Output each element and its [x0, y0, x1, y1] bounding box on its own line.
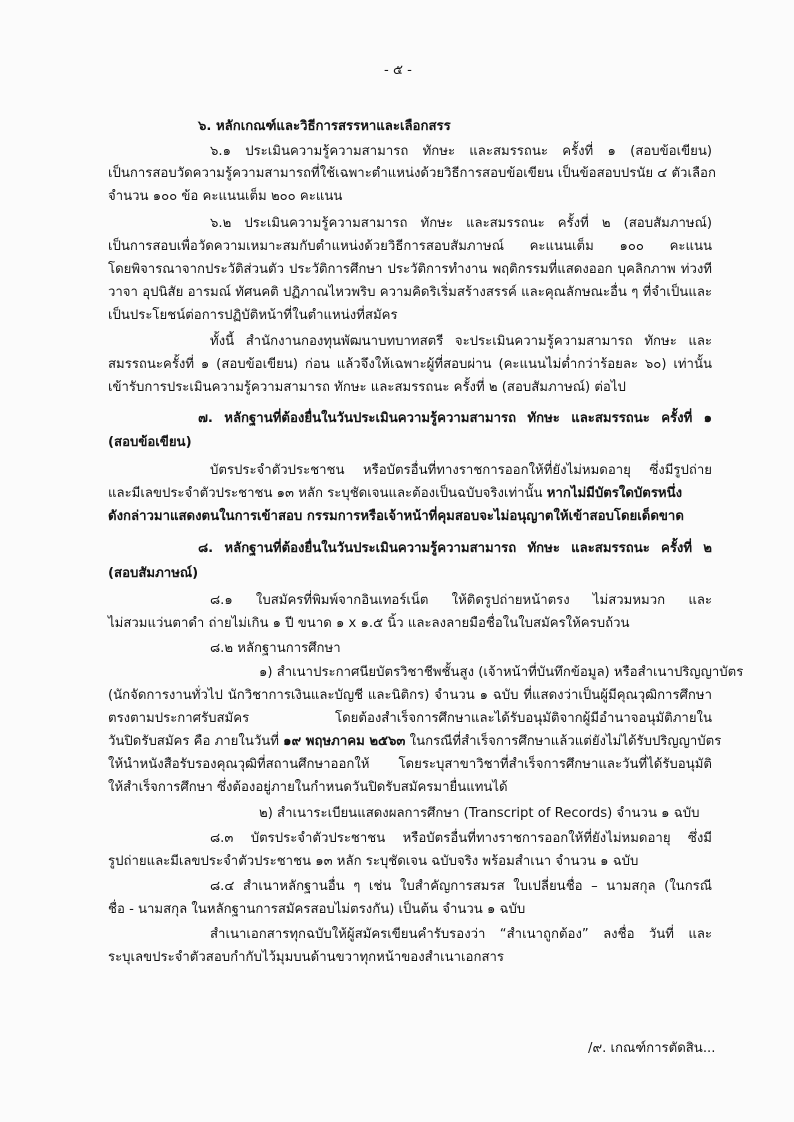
section-8-2-title: ๘.๒ หลักฐานการศึกษา [210, 641, 341, 656]
section-8-1-line-1: ๘.๑ ใบสมัครที่พิมพ์จากอินเทอร์เน็ต ให้ติดรูปถ่ายหน้าตรง ไม่สวมหมวก และ [210, 593, 712, 608]
section-8-2-1-line-6: ให้สำเร็จการศึกษา ซึ่งต้องอยู่ภายในกำหนดวันปิดรับสมัครมายื่นแทนได้ [108, 780, 508, 795]
section-7-body-line-2-text: และมีเลขประจำตัวประชาชน ๑๓ หลัก ระบุชัดเจนและต้องเป็นฉบับจริงเท่านั้น [108, 486, 547, 501]
section-8-2-1-line-2: (นักจัดการงานทั่วไป นักวิชาการเงินและบัญชี และนิติกร) จำนวน ๑ ฉบับ ที่แสดงว่าเป็นผู้มีคุณวุฒิการศึกษา [108, 688, 712, 703]
section-8-certify-line-2: ระบุเลขประจำตัวสอบกำกับไว้มุมบนด้านขวาทุกหน้าของสำเนาเอกสาร [108, 950, 504, 965]
section-7-warning-line: ดังกล่าวมาแสดงตนในการเข้าสอบ กรรมการหรือเจ้าหน้าที่คุมสอบจะไม่อนุญาตให้เข้าสอบโดยเด็ดขาด [108, 509, 684, 524]
deadline-date: ๑๙ พฤษภาคม ๒๕๖๓ [283, 734, 406, 749]
section-7-heading-line-2: (สอบข้อเขียน) [108, 435, 192, 450]
section-8-heading-line-2: (สอบสัมภาษณ์) [108, 566, 199, 581]
section-7-body-line-1: บัตรประจำตัวประชาชน หรือบัตรอื่นที่ทางราชการออกให้ที่ยังไม่หมดอายุ ซึ่งมีรูปถ่าย [210, 463, 712, 478]
section-8-4-line-1: ๘.๔ สำเนาหลักฐานอื่น ๆ เช่น ใบสำคัญการสมรส ใบเปลี่ยนชื่อ – นามสกุล (ในกรณี [210, 879, 712, 894]
section-8-4-line-2: ชื่อ - นามสกุล ในหลักฐานการสมัครสอบไม่ตรงกัน) เป็นต้น จำนวน ๑ ฉบับ [108, 902, 526, 917]
section-8-3-line-1: ๘.๓ บัตรประจำตัวประชาชน หรือบัตรอื่นที่ทางราชการออกให้ที่ยังไม่หมดอายุ ซึ่งมี [210, 831, 712, 846]
section-8-1-line-2: ไม่สวมแว่นตาดำ ถ่ายไม่เกิน ๑ ปี ขนาด ๑ x ๑.๕ นิ้ว และลงลายมือชื่อในใบสมัครให้ครบถ้วน [108, 616, 630, 631]
next-page-indicator: /๙. เกณฑ์การตัดสิน... [588, 1041, 716, 1056]
section-8-2-1-line-1: ๑) สำเนาประกาศนียบัตรวิชาชีพชั้นสูง (เจ้าหน้าที่บันทึกข้อมูล) หรือสำเนาปริญญาบัตร [259, 665, 744, 680]
section-8-certify-line-1: สำเนาเอกสารทุกฉบับให้ผู้สมัครเขียนคำรับรองว่า “สำเนาถูกต้อง” ลงชื่อ วันที่ และ [210, 927, 712, 942]
section-6-2-line-2: เป็นการสอบเพื่อวัดความเหมาะสมกับตำแหน่งด้วยวิธีการสอบสัมภาษณ์ คะแนนเต็ม ๑๐๐ คะแนน [108, 239, 713, 254]
section-8-2-2: ๒) สำเนาระเบียนแสดงผลการศึกษา (Transcript of Records) จำนวน ๑ ฉบับ [259, 806, 700, 821]
section-6-2-line-4: วาจา อุปนิสัย อารมณ์ ทัศนคติ ปฏิภาณไหวพริบ ความคิดริเริ่มสร้างสรรค์ และคุณลักษณะอื่น ๆ ที่จำเป็นและ [108, 285, 712, 300]
section-7-warning-start: หากไม่มีบัตรใดบัตรหนึ่ง [546, 486, 683, 501]
section-7-body-line-2 [108, 485, 682, 503]
section-6-1-line-3: จำนวน ๑๐๐ ข้อ คะแนนเต็ม ๒๐๐ คะแนน [108, 189, 343, 204]
section-6-note-line-3: เข้ารับการประเมินความรู้ความสามารถ ทักษะ และสมรรถนะ ครั้งที่ ๒ (สอบสัมภาษณ์) ต่อไป [108, 380, 626, 395]
section-6-note-line-2: สมรรถนะครั้งที่ ๑ (สอบข้อเขียน) ก่อน แล้วจึงให้เฉพาะผู้ที่สอบผ่าน (คะแนนไม่ต่ำกว่าร้อยละ ๖๐) เท่านั้น [108, 357, 712, 372]
section-6-2-line-5: เป็นประโยชน์ต่อการปฏิบัติหน้าที่ในตำแหน่งที่สมัคร [108, 308, 398, 323]
section-8-2-1-line-3: ตรงตามประกาศรับสมัคร โดยต้องสำเร็จการศึกษาและได้รับอนุมัติจากผู้มีอำนาจอนุมัติภายใน [108, 711, 712, 726]
section-8-2-1-line-4-rest: ในกรณีที่สำเร็จการศึกษาแล้วแต่ยังไม่ได้รับปริญญาบัตร [405, 734, 722, 749]
section-6-2-line-3: โดยพิจารณาจากประวัติส่วนตัว ประวัติการศึกษา ประวัติการทำงาน พฤติกรรมที่แสดงออก บุคลิกภาพ ท่วงที [108, 262, 712, 277]
section-6-note-line-1: ทั้งนี้ สำนักงานกองทุนพัฒนาบทบาทสตรี จะประเมินความรู้ความสามารถ ทักษะ และ [210, 334, 712, 349]
section-8-2-1-line-5: ให้นำหนังสือรับรองคุณวุฒิที่สถานศึกษาออกให้ โดยระบุสาขาวิชาที่สำเร็จการศึกษาและวันที่ได้รับอนุมัติ [108, 757, 712, 772]
section-8-heading-line-1: ๘. หลักฐานที่ต้องยื่นในวันประเมินความรู้ความสามารถ ทักษะ และสมรรถนะ ครั้งที่ ๒ [198, 541, 712, 556]
section-6-1-line-1: ๖.๑ ประเมินความรู้ความสามารถ ทักษะ และสมรรถนะ ครั้งที่ ๑ (สอบข้อเขียน) [210, 144, 712, 159]
page-number: - ๕ - [384, 63, 412, 78]
section-6-heading: ๖. หลักเกณฑ์และวิธีการสรรหาและเลือกสรร [198, 119, 451, 134]
section-6-1-line-2: เป็นการสอบวัดความรู้ความสามารถที่ใช้เฉพาะตำแหน่งด้วยวิธีการสอบข้อเขียน เป็นข้อสอบปรนัย ๔ ตัวเลือก [108, 166, 716, 181]
section-8-3-line-2: รูปถ่ายและมีเลขประจำตัวประชาชน ๑๓ หลัก ระบุชัดเจน ฉบับจริง พร้อมสำเนา จำนวน ๑ ฉบับ [108, 854, 639, 869]
section-6-2-line-1: ๖.๒ ประเมินความรู้ความสามารถ ทักษะ และสมรรถนะ ครั้งที่ ๒ (สอบสัมภาษณ์) [210, 216, 712, 231]
section-8-2-1-line-4-text: วันปิดรับสมัคร คือ ภายในวันที่ [108, 734, 284, 749]
section-8-2-1-line-4 [108, 733, 721, 751]
section-7-heading-line-1: ๗. หลักฐานที่ต้องยื่นในวันประเมินความรู้ความสามารถ ทักษะ และสมรรถนะ ครั้งที่ ๑ [198, 411, 712, 426]
